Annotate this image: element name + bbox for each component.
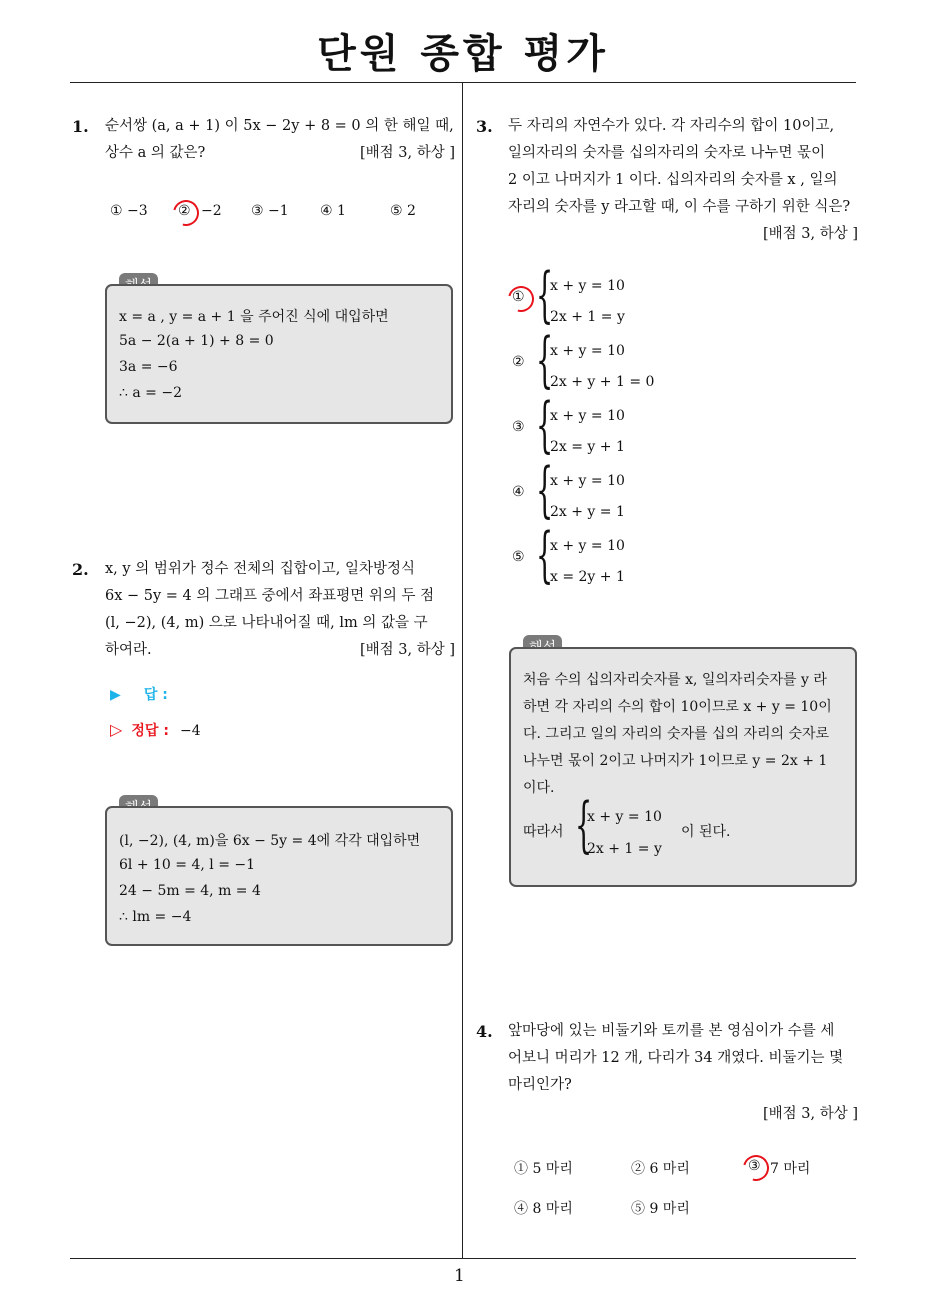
equation-top: x + y = 10 (550, 473, 625, 489)
question-line: 상수 a 의 값은? (105, 145, 206, 161)
choice-5[interactable]: ⑤ 2 (390, 203, 416, 219)
choice-3-value[interactable]: 7 마리 (770, 1161, 811, 1177)
brace-icon: { (536, 260, 554, 330)
question-line: 순서쌍 (a, a + 1) 이 5x − 2y + 8 = 0 의 한 해일 때, (105, 118, 454, 134)
score-meta: [배점 3, 하상 ] (359, 642, 455, 658)
solution-line: ∴ a = −2 (119, 385, 182, 401)
choice-4[interactable]: ④ 8 마리 (514, 1201, 573, 1217)
question-line: x, y 의 범위가 정수 전체의 집합이고, 일차방정식 (105, 561, 415, 577)
solution-prefix: 따라서 (523, 824, 564, 840)
solution-line: 5a − 2(a + 1) + 8 = 0 (119, 333, 274, 349)
system-choice-2[interactable] (508, 325, 708, 397)
question-number: 2. (72, 560, 89, 579)
correct-answer-value: −4 (180, 723, 201, 739)
solution-box (105, 284, 453, 424)
question-line: 2 이고 나머지가 1 이다. 십의자리의 숫자를 x , 일의 (508, 172, 838, 188)
brace-icon: { (536, 390, 554, 460)
solution-box (105, 806, 453, 946)
question-line: 일의자리의 숫자를 십의자리의 숫자로 나누면 몫이 (508, 145, 826, 161)
answer-circle-mark (503, 281, 539, 317)
choice-3-marker[interactable]: ③ (748, 1158, 761, 1174)
choice-label: ② (512, 354, 525, 370)
correct-answer-label: 정답 : (131, 723, 169, 739)
solution-line: (l, −2), (4, m)을 6x − 5y = 4에 각각 대입하면 (119, 833, 421, 849)
question-line: 자리의 숫자를 y 라고할 때, 이 수를 구하기 위한 식은? (508, 199, 851, 215)
answer-marker-icon: ▶ (110, 687, 121, 703)
equation-top: x + y = 10 (550, 538, 625, 554)
solution-line: 나누면 몫이 2이고 나머지가 1이므로 y = 2x + 1 (523, 753, 828, 769)
correct-answer-row (110, 720, 201, 740)
answer-circle-mark (738, 1150, 774, 1186)
equation-top: x + y = 10 (550, 408, 625, 424)
solution-line: 하면 각 자리의 수의 합이 10이므로 x + y = 10이 (523, 699, 832, 715)
question-line: 어보니 머리가 12 개, 다리가 34 개였다. 비둘기는 몇 (508, 1050, 844, 1066)
question-text (508, 113, 858, 248)
correct-marker-icon: ▷ (110, 720, 123, 739)
choice-label: ⑤ (512, 549, 525, 565)
solution-line: 3a = −6 (119, 359, 178, 375)
choice-4[interactable]: ④ 1 (320, 203, 346, 219)
brace-icon: { (536, 325, 554, 395)
page-title: 단원 종합 평가 (317, 31, 609, 77)
equation-bottom: 2x + 1 = y (550, 309, 625, 325)
equation-bottom: 2x + y + 1 = 0 (550, 374, 655, 390)
question-number: 3. (476, 117, 493, 136)
system-choice-5[interactable] (508, 520, 708, 592)
question-line: 하여라. (105, 642, 152, 658)
solution-equation-bottom: 2x + 1 = y (587, 841, 662, 857)
choice-2-marker[interactable]: ② (178, 203, 191, 219)
question-text (105, 556, 455, 664)
question-text (508, 1018, 858, 1128)
solution-line: 6l + 10 = 4, l = −1 (119, 857, 256, 873)
solution-equation-top: x + y = 10 (587, 809, 662, 825)
solution-line: 24 − 5m = 4, m = 4 (119, 883, 261, 899)
score-meta: [배점 3, 하상 ] (762, 226, 858, 242)
question-line: 두 자리의 자연수가 있다. 각 자리수의 합이 10이고, (508, 118, 835, 134)
solution-box (509, 647, 857, 887)
choice-2[interactable]: ② 6 마리 (631, 1161, 690, 1177)
score-meta: [배점 3, 하상 ] (359, 145, 455, 161)
bottom-rule (70, 1258, 856, 1259)
equation-bottom: 2x = y + 1 (550, 439, 625, 455)
choice-list (0, 1158, 926, 1218)
question-line: (l, −2), (4, m) 으로 나타내어질 때, lm 의 값을 구 (105, 615, 428, 631)
brace-icon: { (536, 520, 554, 590)
question-line: 6x − 5y = 4 의 그래프 중에서 좌표평면 위의 두 점 (105, 588, 435, 604)
question-text (105, 113, 455, 167)
question-number: 4. (476, 1022, 493, 1041)
choice-3[interactable]: ③ −1 (251, 203, 289, 219)
solution-line: x = a , y = a + 1 을 주어진 식에 대입하면 (119, 309, 389, 325)
equation-bottom: x = 2y + 1 (550, 569, 625, 585)
solution-line: 이다. (523, 780, 555, 796)
solution-line: ∴ lm = −4 (119, 909, 192, 925)
score-meta: [배점 3, 하상 ] (762, 1106, 858, 1122)
answer-label: 답 : (143, 687, 168, 703)
equation-top: x + y = 10 (550, 278, 625, 294)
solution-line: 처음 수의 십의자리숫자를 x, 일의자리숫자를 y 라 (523, 672, 827, 688)
question-line: 앞마당에 있는 비둘기와 토끼를 본 영심이가 수를 세 (508, 1023, 835, 1039)
choice-label: ① (512, 289, 525, 305)
brace-icon: { (536, 455, 554, 525)
choice-label: ③ (512, 419, 525, 435)
top-rule (70, 82, 856, 83)
solution-line: 다. 그리고 일의 자리의 숫자를 십의 자리의 숫자로 (523, 726, 830, 742)
choice-list (0, 203, 462, 225)
equation-bottom: 2x + y = 1 (550, 504, 625, 520)
answer-circle-mark (168, 195, 204, 231)
system-choice-3[interactable] (508, 390, 708, 462)
choice-1[interactable]: ① −3 (110, 203, 148, 219)
solution-suffix: 이 된다. (681, 824, 731, 840)
system-choice-4[interactable] (508, 455, 708, 527)
choice-2-value[interactable]: −2 (201, 203, 222, 219)
brace-icon: { (575, 790, 593, 860)
system-choice-1[interactable] (508, 260, 708, 332)
question-number: 1. (72, 117, 89, 136)
column-divider (462, 83, 463, 1259)
page-number: 1 (454, 1266, 465, 1286)
choice-label: ④ (512, 484, 525, 500)
answer-row (110, 684, 168, 704)
choice-1[interactable]: ① 5 마리 (514, 1161, 573, 1177)
choice-5[interactable]: ⑤ 9 마리 (631, 1201, 690, 1217)
equation-top: x + y = 10 (550, 343, 625, 359)
question-line: 마리인가? (508, 1077, 572, 1093)
